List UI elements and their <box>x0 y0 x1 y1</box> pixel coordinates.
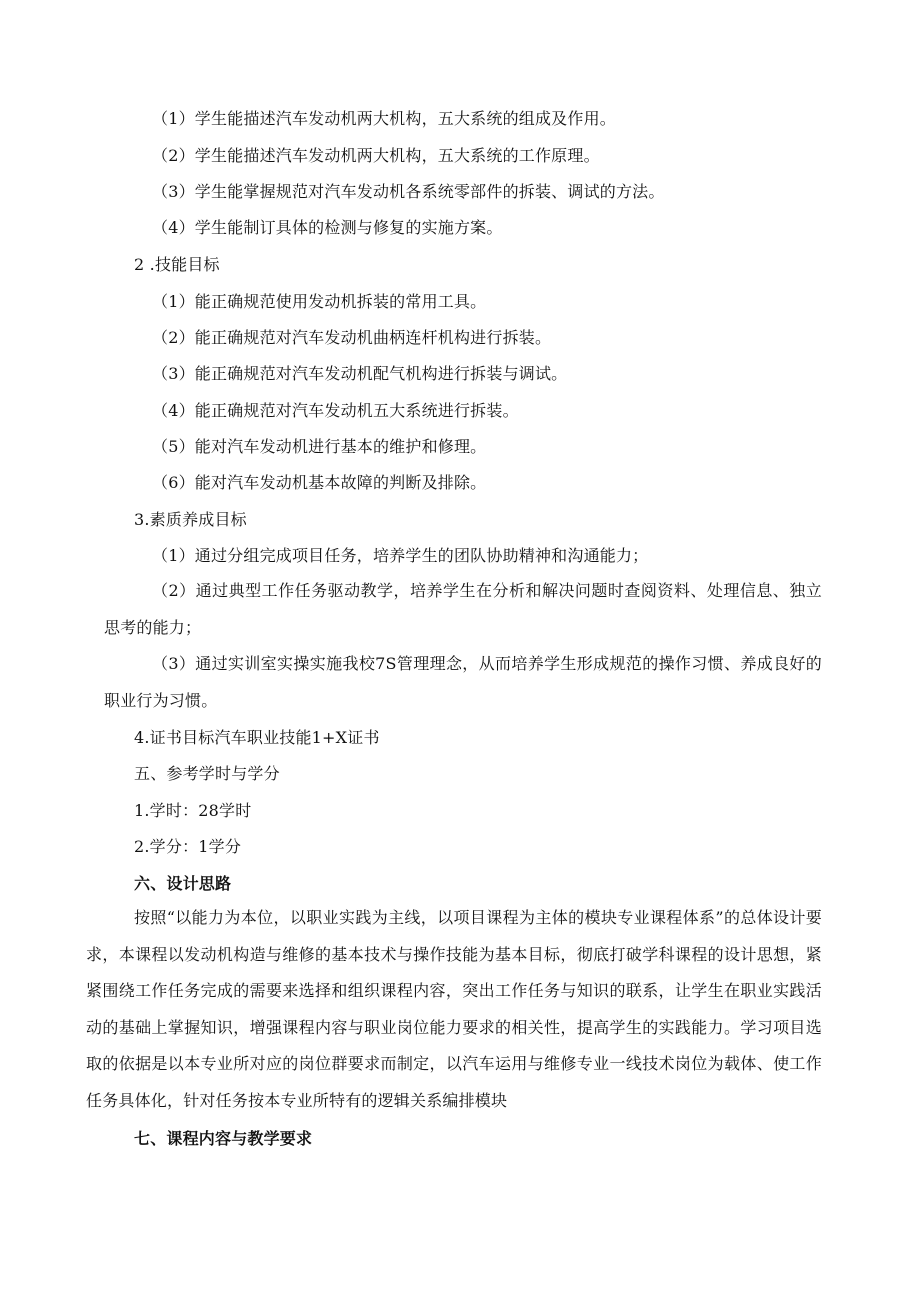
section-7-heading: 七、课程内容与教学要求 <box>134 1129 313 1148</box>
quality-heading: 3.素质养成目标 <box>134 510 247 529</box>
knowledge-item-4: （4）学生能制订具体的检测与修复的实施方案。 <box>152 218 503 237</box>
skill-item-2: （2）能正确规范对汽车发动机曲柄连杆机构进行拆装。 <box>152 328 552 347</box>
skill-item-5: （5）能对汽车发动机进行基本的维护和修理。 <box>152 437 487 456</box>
design-paragraph: 按照“以能力为本位，以职业实践为主线，以项目课程为主体的模块专业课程体系”的总体设计要求，本课程以发动机构造与维修的基本技术与操作技能为基本目标，彻底打破学科课程的设计思想，紧紧围绕工作任务完成的需要来选择和组织课程内容，突出工作任务与知识的联系，让学生在职业实践活动的基础上掌握知识，增强课程内容与职业岗位能力要求的相关性，提高学生的实践能力。学习项目选取的依据是以本专业所对应的岗位群要求而制定，以汽车运用与维修专业一线技术岗位为载体、使工作任务具体化，针对任务按本专业所特有的逻辑关系编排模块 <box>86 908 822 1110</box>
skill-item-3: （3）能正确规范对汽车发动机配气机构进行拆装与调试。 <box>152 364 568 383</box>
skill-item-1: （1）能正确规范使用发动机拆装的常用工具。 <box>152 292 487 311</box>
quality-item-3: （3）通过实训室实操实施我校7S管理理念，从而培养学生形成规范的操作习惯、养成良好的职业行为习惯。 <box>104 654 822 710</box>
certificate-line: 4.证书目标汽车职业技能1+X证书 <box>134 728 380 747</box>
knowledge-item-3: （3）学生能掌握规范对汽车发动机各系统零部件的拆装、调试的方法。 <box>152 182 665 201</box>
skill-heading: 2 .技能目标 <box>134 255 220 274</box>
skill-item-6: （6）能对汽车发动机基本故障的判断及排除。 <box>152 473 487 492</box>
knowledge-item-1: （1）学生能描述汽车发动机两大机构，五大系统的组成及作用。 <box>152 109 616 128</box>
section-6-heading: 六、设计思路 <box>134 874 232 893</box>
quality-item-2: （2）通过典型工作任务驱动教学，培养学生在分析和解决问题时查阅资料、处理信息、独立思考的能力； <box>104 581 822 637</box>
hours-line: 1.学时：28学时 <box>134 801 252 820</box>
section-5-heading: 五、参考学时与学分 <box>134 764 280 783</box>
credit-line: 2.学分：1学分 <box>134 837 242 856</box>
quality-item-1: （1）通过分组完成项目任务，培养学生的团队协助精神和沟通能力； <box>152 546 649 565</box>
knowledge-item-2: （2）学生能描述汽车发动机两大机构，五大系统的工作原理。 <box>152 146 600 165</box>
skill-item-4: （4）能正确规范对汽车发动机五大系统进行拆装。 <box>152 401 519 420</box>
